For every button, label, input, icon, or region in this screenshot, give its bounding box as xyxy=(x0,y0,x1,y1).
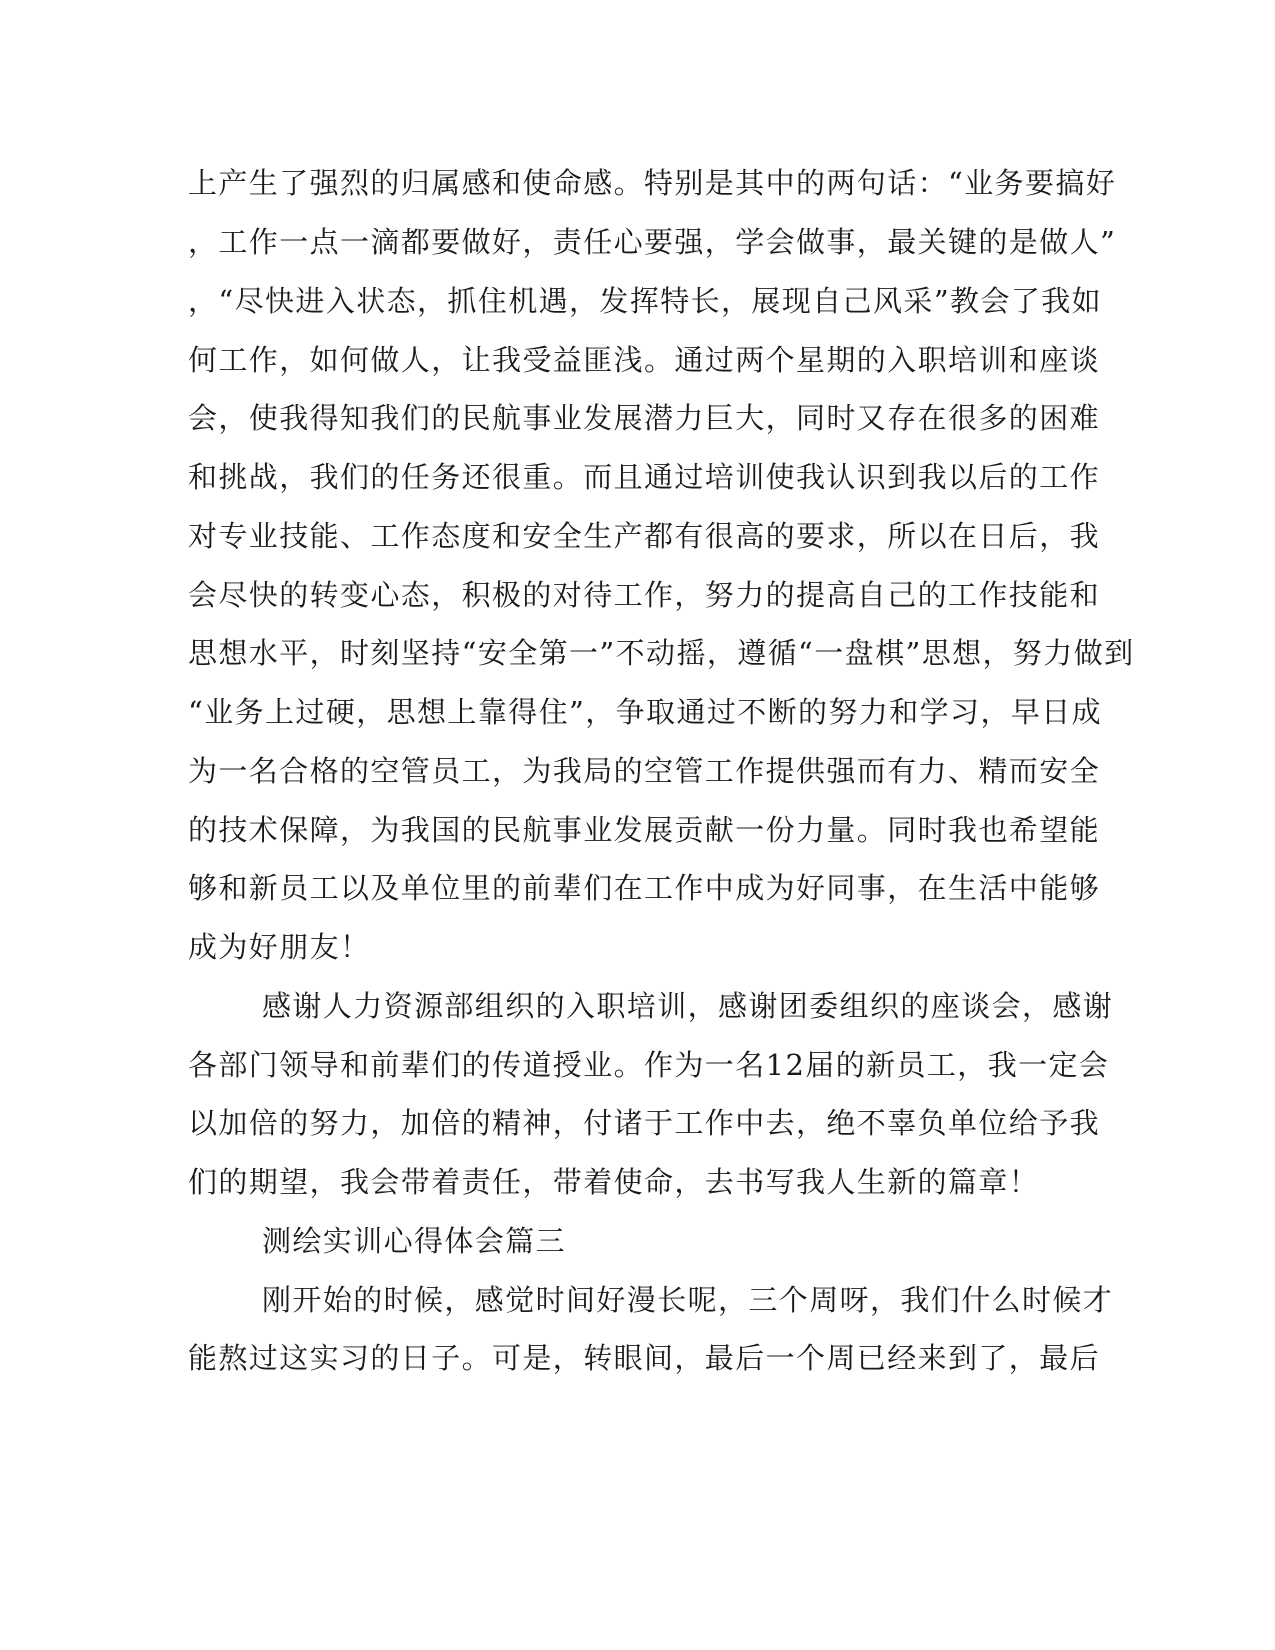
paragraph-first-line: 刚开始的时候，感觉时间好漫长呢，三个周呀，我们什么时候才 xyxy=(262,1283,1114,1317)
text-line: 够和新员工以及单位里的前辈们在工作中成为好同事，在生活中能够 xyxy=(188,871,1101,905)
text-line: 成为好朋友！ xyxy=(188,930,371,964)
text-line: 各部门领导和前辈们的传道授业。作为一名12届的新员工，我一定会 xyxy=(188,1048,1110,1082)
text-line: ，工作一点一滴都要做好，责任心要强，学会做事，最关键的是做人” xyxy=(188,225,1117,259)
text-line: 以加倍的努力，加倍的精神，付诸于工作中去，绝不辜负单位给予我 xyxy=(188,1106,1101,1140)
text-line: 上产生了强烈的归属感和使命感。特别是其中的两句话：“业务要搞好 xyxy=(188,166,1117,200)
text-line: 何工作，如何做人，让我受益匪浅。通过两个星期的入职培训和座谈 xyxy=(188,343,1101,377)
text-line: 的技术保障，为我国的民航事业发展贡献一份力量。同时我也希望能 xyxy=(188,813,1101,847)
text-line: “业务上过硬，思想上靠得住”，争取通过不断的努力和学习，早日成 xyxy=(188,695,1103,729)
text-line: 和挑战，我们的任务还很重。而且通过培训使我认识到我以后的工作 xyxy=(188,460,1101,494)
text-line: 能熬过这实习的日子。可是，转眼间，最后一个周已经来到了，最后 xyxy=(188,1341,1101,1375)
text-line: 为一名合格的空管员工，为我局的空管工作提供强而有力、精而安全 xyxy=(188,754,1101,788)
text-line: 对专业技能、工作态度和安全生产都有很高的要求，所以在日后，我 xyxy=(188,519,1101,553)
text-line: ，“尽快进入状态，抓住机遇，发挥特长，展现自己风采”教会了我如 xyxy=(188,284,1103,318)
text-line: 们的期望，我会带着责任，带着使命，去书写我人生新的篇章！ xyxy=(188,1165,1040,1199)
text-line: 思想水平，时刻坚持“安全第一”不动摇，遵循“一盘棋”思想，努力做到 xyxy=(188,636,1135,670)
text-line: 会尽快的转变心态，积极的对待工作，努力的提高自己的工作技能和 xyxy=(188,578,1101,612)
section-heading: 测绘实训心得体会篇三 xyxy=(262,1224,567,1258)
paragraph-first-line: 感谢人力资源部组织的入职培训，感谢团委组织的座谈会，感谢 xyxy=(262,989,1114,1023)
text-line: 会，使我得知我们的民航事业发展潜力巨大，同时又存在很多的困难 xyxy=(188,401,1101,435)
